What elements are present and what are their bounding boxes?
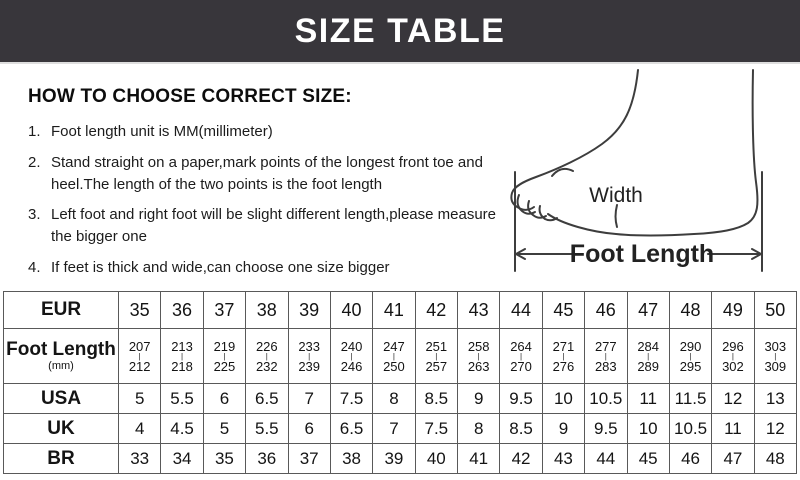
range-separator: | <box>350 351 353 361</box>
instruction-text: Foot length unit is MM(millimeter) <box>51 123 273 140</box>
size-cell: 6 <box>203 384 245 414</box>
size-cell: 5.5 <box>246 414 288 444</box>
foot-length-max: 302 <box>722 358 744 374</box>
size-cell: 9.5 <box>500 384 542 414</box>
size-cell: 9 <box>542 414 584 444</box>
size-cell: 42 <box>415 292 457 329</box>
size-cell: 10 <box>542 384 584 414</box>
foot-length-max: 270 <box>510 358 532 374</box>
table-row-eur <box>4 292 797 329</box>
size-cell: 46 <box>669 444 711 474</box>
size-cell <box>712 329 754 384</box>
size-cell: 10.5 <box>669 414 711 444</box>
row-label-text: BR <box>47 447 75 469</box>
size-cell: 36 <box>246 444 288 474</box>
size-cell: 35 <box>119 292 161 329</box>
foot-length-min: 277 <box>594 338 617 354</box>
range-separator: | <box>477 351 480 361</box>
table-row-foot_length <box>4 329 797 384</box>
row-label-text: Foot Length <box>6 339 116 361</box>
foot-length-min: 290 <box>679 338 702 354</box>
row-label-foot_length <box>4 329 119 384</box>
size-cell: 40 <box>330 292 372 329</box>
size-cell: 6 <box>288 414 330 444</box>
size-cell: 45 <box>627 444 669 474</box>
foot-length-min: 296 <box>722 338 744 354</box>
range-separator: | <box>308 351 311 361</box>
foot-outline-back-sole <box>548 70 757 236</box>
foot-length-max: 225 <box>213 358 236 374</box>
row-label-br <box>4 444 119 474</box>
foot-length-max: 295 <box>679 358 702 374</box>
foot-length-min: 258 <box>467 338 490 354</box>
size-cell: 11 <box>712 414 754 444</box>
size-cell: 48 <box>754 444 796 474</box>
range-separator: | <box>138 351 141 361</box>
row-label-uk <box>4 414 119 444</box>
instruction-number: 2. <box>28 153 41 171</box>
size-cell: 43 <box>542 444 584 474</box>
size-cell: 44 <box>500 292 542 329</box>
size-cell: 46 <box>585 292 627 329</box>
foot-length-max: 239 <box>298 358 321 374</box>
size-cell: 6.5 <box>330 414 372 444</box>
size-cell: 8.5 <box>415 384 457 414</box>
foot-length-max: 263 <box>467 358 490 374</box>
size-cell: 47 <box>627 292 669 329</box>
size-cell: 12 <box>754 414 796 444</box>
range-separator: | <box>774 351 777 361</box>
foot-length-min: 226 <box>255 338 278 354</box>
size-cell <box>246 329 288 384</box>
foot-length-max: 212 <box>128 358 151 374</box>
foot-length-min: 207 <box>128 338 151 354</box>
size-cell: 6.5 <box>246 384 288 414</box>
size-cell: 7 <box>288 384 330 414</box>
foot-length-min: 240 <box>340 338 363 354</box>
size-cell: 45 <box>542 292 584 329</box>
size-cell: 42 <box>500 444 542 474</box>
size-cell: 44 <box>585 444 627 474</box>
size-cell: 9.5 <box>585 414 627 444</box>
foot-length-max: 246 <box>340 358 363 374</box>
table-row-usa <box>4 384 797 414</box>
size-cell: 13 <box>754 384 796 414</box>
size-cell: 40 <box>415 444 457 474</box>
size-cell: 8.5 <box>500 414 542 444</box>
size-cell <box>119 329 161 384</box>
foot-length-max: 276 <box>552 358 575 374</box>
size-table-body <box>4 292 797 474</box>
size-cell: 11 <box>627 384 669 414</box>
range-separator: | <box>223 351 226 361</box>
size-cell: 39 <box>288 292 330 329</box>
row-label-text: UK <box>47 417 75 439</box>
instruction-item-3 <box>28 204 498 248</box>
toe-arc <box>518 195 535 214</box>
instruction-item-2 <box>28 152 498 196</box>
size-cell: 8 <box>458 414 500 444</box>
range-separator: | <box>647 351 650 361</box>
foot-length-label: Foot Length <box>569 240 715 268</box>
size-cell: 41 <box>373 292 415 329</box>
size-cell <box>669 329 711 384</box>
size-cell <box>161 329 203 384</box>
size-cell: 43 <box>458 292 500 329</box>
size-cell: 12 <box>712 384 754 414</box>
page-title: SIZE TABLE <box>294 11 506 50</box>
foot-length-max: 283 <box>594 358 617 374</box>
size-cell: 9 <box>458 384 500 414</box>
range-separator: | <box>604 351 607 361</box>
table-row-br <box>4 444 797 474</box>
size-table <box>3 291 797 474</box>
size-cell: 39 <box>373 444 415 474</box>
size-cell <box>203 329 245 384</box>
range-separator: | <box>435 351 438 361</box>
size-cell: 5.5 <box>161 384 203 414</box>
size-cell: 37 <box>288 444 330 474</box>
size-cell: 4 <box>119 414 161 444</box>
foot-length-min: 251 <box>425 338 448 354</box>
size-cell: 5 <box>203 414 245 444</box>
size-cell: 5 <box>119 384 161 414</box>
size-cell: 8 <box>373 384 415 414</box>
row-label-text: USA <box>40 387 82 409</box>
instruction-text: If feet is thick and wide,can choose one size bigger <box>51 258 390 276</box>
instruction-item-1 <box>28 121 498 143</box>
range-separator: | <box>265 351 268 361</box>
size-cell: 11.5 <box>669 384 711 414</box>
foot-length-min: 247 <box>383 338 405 354</box>
size-cell: 7.5 <box>330 384 372 414</box>
instructions-section <box>28 86 498 288</box>
size-cell: 34 <box>161 444 203 474</box>
foot-length-max: 289 <box>637 358 660 374</box>
range-separator: | <box>520 351 523 361</box>
size-cell: 36 <box>161 292 203 329</box>
size-cell: 41 <box>458 444 500 474</box>
size-cell <box>415 329 457 384</box>
width-label: Width <box>589 184 643 207</box>
size-cell <box>754 329 796 384</box>
instruction-number: 4. <box>28 258 41 276</box>
range-separator: | <box>181 351 184 361</box>
size-cell: 10.5 <box>585 384 627 414</box>
size-cell <box>458 329 500 384</box>
size-cell: 37 <box>203 292 245 329</box>
foot-length-max: 232 <box>255 358 278 374</box>
foot-length-min: 213 <box>171 338 193 354</box>
size-cell: 50 <box>754 292 796 329</box>
range-separator: | <box>562 351 565 361</box>
size-cell <box>288 329 330 384</box>
size-cell <box>500 329 542 384</box>
foot-length-min: 271 <box>552 338 575 354</box>
row-label-eur <box>4 292 119 329</box>
size-cell: 4.5 <box>161 414 203 444</box>
width-pointer-line <box>616 205 618 227</box>
foot-length-max: 250 <box>383 358 405 374</box>
instruction-item-4 <box>28 257 498 279</box>
foot-length-max: 218 <box>171 358 193 374</box>
range-separator: | <box>731 351 734 361</box>
foot-diagram-svg <box>496 64 796 288</box>
size-cell: 7.5 <box>415 414 457 444</box>
range-separator: | <box>689 351 692 361</box>
range-separator: | <box>392 351 395 361</box>
row-label-usa <box>4 384 119 414</box>
instruction-number: 3. <box>28 206 41 224</box>
size-cell: 35 <box>203 444 245 474</box>
size-cell: 38 <box>246 292 288 329</box>
size-cell: 33 <box>119 444 161 474</box>
size-cell <box>542 329 584 384</box>
size-cell: 10 <box>627 414 669 444</box>
foot-measure-diagram <box>496 64 796 288</box>
size-cell: 38 <box>330 444 372 474</box>
foot-length-max: 257 <box>425 358 448 374</box>
size-cell <box>330 329 372 384</box>
row-label-text: EUR <box>40 299 82 321</box>
size-cell: 48 <box>669 292 711 329</box>
instruction-text: Left foot and right foot will be slight different length,please measure the bigger one <box>51 206 496 245</box>
size-cell: 49 <box>712 292 754 329</box>
foot-length-min: 264 <box>510 338 532 354</box>
foot-length-max: 309 <box>764 358 787 374</box>
instruction-number: 1. <box>28 123 41 140</box>
foot-length-min: 303 <box>764 338 787 354</box>
title-banner <box>0 0 800 64</box>
instructions-heading: HOW TO CHOOSE CORRECT SIZE: <box>28 86 352 107</box>
size-cell <box>373 329 415 384</box>
foot-length-min: 233 <box>298 338 321 354</box>
size-cell: 47 <box>712 444 754 474</box>
foot-length-min: 219 <box>213 338 236 354</box>
row-label-unit: (mm) <box>48 359 74 372</box>
table-row-uk <box>4 414 797 444</box>
size-cell: 7 <box>373 414 415 444</box>
foot-length-min: 284 <box>637 338 660 354</box>
size-cell <box>585 329 627 384</box>
instruction-text: Stand straight on a paper,mark points of the longest front toe and heel.The length of the two points is the foot length <box>51 153 483 193</box>
size-cell <box>627 329 669 384</box>
